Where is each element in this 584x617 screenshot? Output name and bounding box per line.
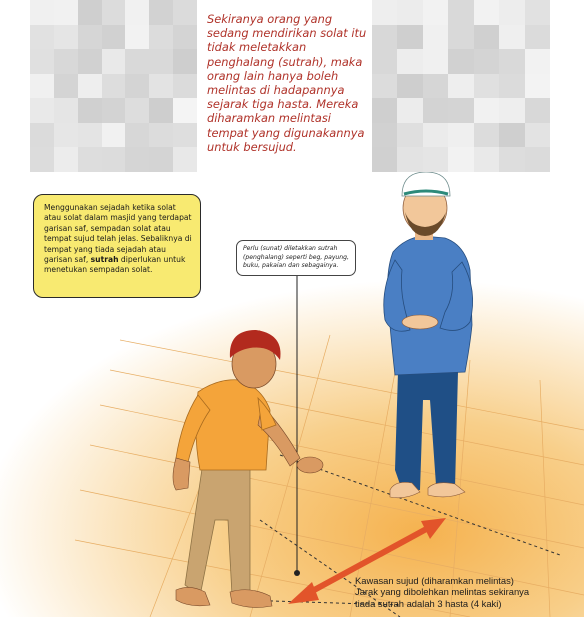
pixel-cell [499, 123, 524, 148]
pixel-cell [149, 74, 173, 99]
pixel-cell [448, 123, 473, 148]
pixel-cell [448, 98, 473, 123]
pixel-cell [397, 74, 422, 99]
pixel-cell [102, 123, 126, 148]
pixel-cell [397, 98, 422, 123]
pixel-cell [372, 123, 397, 148]
pixel-cell [397, 123, 422, 148]
pixel-cell [499, 98, 524, 123]
pixel-cell [30, 74, 54, 99]
pixel-cell [499, 74, 524, 99]
pixel-cell [125, 147, 149, 172]
info-box-emphasis: sutrah [90, 255, 119, 265]
pixel-cell [149, 98, 173, 123]
pixel-cell [372, 0, 397, 25]
pixel-cell [372, 49, 397, 74]
pixel-cell [149, 147, 173, 172]
pixel-cell [525, 123, 550, 148]
pixel-cell [125, 74, 149, 99]
intro-paragraph: Sekiranya orang yang sedang mendirikan solat itu tidak meletakkan penghalang (sutrah), maka orang lain hanya boleh melintas di hadapannya sejarak tiga hasta. Mereka diharamkan melintasi tempat yang digunakannya untuk bersujud. [207, 12, 367, 154]
pixel-cell [78, 0, 102, 25]
info-box-text-part2: diperlukan untuk menetukan sempadan solat. [44, 255, 186, 275]
pixel-cell [102, 25, 126, 50]
pixel-cell [423, 49, 448, 74]
pixel-cell [102, 147, 126, 172]
pixel-cell [499, 147, 524, 172]
pixel-cell [423, 0, 448, 25]
pixel-cell [78, 74, 102, 99]
info-box-text-part1: Menggunakan sejadah ketika solat atau solat dalam masjid yang terdapat garisan saf, sempadan solat atau tempat sujud telah jelas. Sebaliknya di tempat yang tiada sejadah atau garisan saf, [44, 203, 192, 265]
pixel-cell [423, 74, 448, 99]
pixel-cell [54, 147, 78, 172]
pixel-cell [173, 0, 197, 25]
pixel-cell [173, 98, 197, 123]
pointer-dot [294, 570, 300, 576]
pixel-cell [102, 49, 126, 74]
pixel-cell [525, 0, 550, 25]
pixel-cell [102, 98, 126, 123]
pixel-cell [397, 147, 422, 172]
pixel-cell [397, 0, 422, 25]
pixel-cell [125, 0, 149, 25]
pixel-cell [78, 25, 102, 50]
pixel-cell [54, 49, 78, 74]
pixel-cell [54, 123, 78, 148]
pixel-cell [173, 147, 197, 172]
pixel-cell [173, 123, 197, 148]
pixel-cell [54, 0, 78, 25]
pixel-cell [30, 25, 54, 50]
arrow-caption [355, 575, 581, 609]
pixel-cell [372, 25, 397, 50]
caption-line-3: tiada sutrah adalah 3 hasta (4 kaki) [355, 597, 502, 609]
pixel-cell [149, 123, 173, 148]
pixel-cell [525, 147, 550, 172]
pixel-cell [525, 25, 550, 50]
pixel-cell [525, 98, 550, 123]
pixel-cell [397, 25, 422, 50]
pixel-cell [30, 147, 54, 172]
pixel-cell [499, 0, 524, 25]
pixel-cell [397, 49, 422, 74]
pixel-cell [448, 74, 473, 99]
pixel-cell [474, 74, 499, 99]
pixel-cell [474, 123, 499, 148]
pixel-cell [474, 25, 499, 50]
pixel-cell [125, 49, 149, 74]
pixelated-image-panel-right [372, 0, 550, 172]
pixel-cell [525, 49, 550, 74]
pixel-cell [30, 49, 54, 74]
pixel-cell [423, 147, 448, 172]
pixel-cell [54, 74, 78, 99]
pixel-cell [149, 49, 173, 74]
pixel-cell [448, 0, 473, 25]
pixel-cell [78, 49, 102, 74]
pixel-cell [423, 25, 448, 50]
pixel-cell [54, 25, 78, 50]
pixelated-image-panel-left [30, 0, 197, 172]
pixel-cell [30, 0, 54, 25]
info-box [33, 194, 201, 298]
pixel-cell [102, 74, 126, 99]
pixel-cell [474, 0, 499, 25]
pixel-cell [102, 0, 126, 25]
pixel-cell [125, 25, 149, 50]
pixel-cell [448, 25, 473, 50]
pixel-cell [474, 147, 499, 172]
pixel-cell [30, 123, 54, 148]
speech-bubble: Perlu (sunat) diletakkan sutrah (penghalang) seperti beg, payung, buku, pakaian dan sebagainya. [236, 240, 356, 276]
caption-line-1: Kawasan sujud (diharamkan melintas) [355, 575, 514, 586]
pixel-cell [448, 147, 473, 172]
pixel-cell [78, 98, 102, 123]
pixel-cell [173, 49, 197, 74]
pixel-cell [474, 98, 499, 123]
pixel-cell [78, 147, 102, 172]
pixel-cell [372, 98, 397, 123]
pixel-cell [499, 49, 524, 74]
pixel-cell [423, 123, 448, 148]
pixel-cell [54, 98, 78, 123]
pixel-cell [173, 74, 197, 99]
pixel-cell [448, 49, 473, 74]
pixel-cell [499, 25, 524, 50]
pixel-cell [125, 98, 149, 123]
pixel-cell [30, 98, 54, 123]
pixel-cell [149, 25, 173, 50]
caption-line-2: Jarak yang dibolehkan melintas sekiranya [355, 586, 530, 598]
pixel-cell [525, 74, 550, 99]
pixel-cell [372, 147, 397, 172]
pixel-cell [125, 123, 149, 148]
pixel-cell [173, 25, 197, 50]
pixel-cell [149, 0, 173, 25]
pixel-cell [474, 49, 499, 74]
pixel-cell [423, 98, 448, 123]
pixel-cell [372, 74, 397, 99]
pixel-cell [78, 123, 102, 148]
